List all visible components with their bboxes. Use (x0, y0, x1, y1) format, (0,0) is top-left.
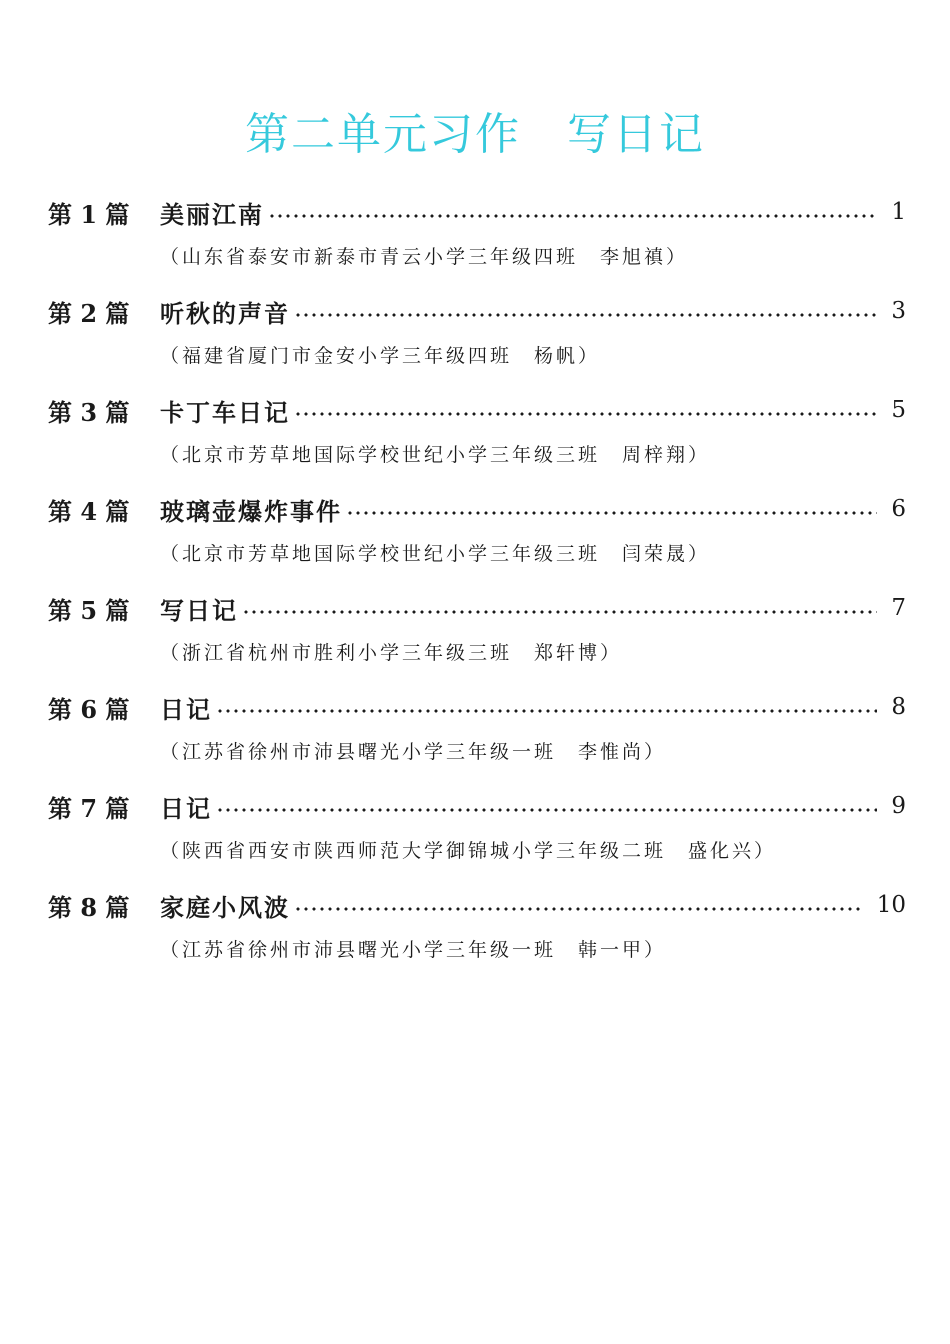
toc-entry-line[interactable] (48, 487, 906, 531)
entry-page-number: 6 (891, 496, 906, 522)
toc-entry-line[interactable] (48, 586, 906, 630)
entry-page-number: 10 (876, 892, 906, 918)
toc-entry-line[interactable] (48, 289, 906, 333)
dot-leader (268, 214, 877, 218)
entry-title[interactable]: 听秋的声音 (160, 298, 290, 328)
entry-number: 第 2 篇 (48, 298, 130, 328)
entry-title[interactable]: 家庭小风波 (160, 892, 290, 922)
entry-title[interactable]: 写日记 (160, 595, 238, 625)
dot-leader (216, 808, 877, 812)
table-of-contents (0, 190, 950, 982)
entry-author: （陕西省西安市陕西师范大学御锦城小学三年级二班 盛化兴） (160, 840, 777, 862)
entry-title[interactable]: 日记 (160, 793, 212, 823)
dot-leader (216, 709, 877, 713)
entry-author: （江苏省徐州市沛县曙光小学三年级一班 韩一甲） (160, 939, 667, 961)
toc-entry[interactable] (0, 487, 950, 586)
toc-entry[interactable] (0, 685, 950, 784)
page-title: 第二单元习作 写日记 (245, 109, 705, 160)
dot-leader (242, 610, 877, 614)
toc-entry-line[interactable] (48, 784, 906, 828)
entry-number: 第 8 篇 (48, 892, 130, 922)
entry-author: （北京市芳草地国际学校世纪小学三年级三班 周梓翔） (160, 444, 711, 466)
toc-entry[interactable] (0, 388, 950, 487)
dot-leader (346, 511, 877, 515)
toc-entry[interactable] (0, 883, 950, 982)
entry-author: （北京市芳草地国际学校世纪小学三年级三班 闫荣晟） (160, 543, 711, 565)
toc-entry[interactable] (0, 289, 950, 388)
toc-entry-line[interactable] (48, 883, 906, 927)
entry-number: 第 1 篇 (48, 199, 130, 229)
entry-page-number: 5 (891, 397, 906, 423)
entry-page-number: 1 (891, 199, 906, 225)
entry-number: 第 5 篇 (48, 595, 130, 625)
entry-title[interactable]: 卡丁车日记 (160, 397, 290, 427)
entry-author: （江苏省徐州市沛县曙光小学三年级一班 李惟尚） (160, 741, 667, 763)
toc-entry[interactable] (0, 190, 950, 289)
entry-title[interactable]: 玻璃壶爆炸事件 (160, 496, 342, 526)
entry-page-number: 9 (891, 793, 906, 819)
entry-page-number: 3 (891, 298, 906, 324)
toc-entry[interactable] (0, 784, 950, 883)
entry-title[interactable]: 美丽江南 (160, 199, 264, 229)
toc-entry[interactable] (0, 586, 950, 685)
toc-entry-line[interactable] (48, 685, 906, 729)
entry-page-number: 8 (891, 694, 906, 720)
entry-number: 第 3 篇 (48, 397, 130, 427)
entry-title[interactable]: 日记 (160, 694, 212, 724)
entry-number: 第 4 篇 (48, 496, 130, 526)
entry-author: （山东省泰安市新泰市青云小学三年级四班 李旭禛） (160, 246, 689, 268)
entry-author: （福建省厦门市金安小学三年级四班 杨帆） (160, 345, 601, 367)
entry-author: （浙江省杭州市胜利小学三年级三班 郑轩博） (160, 642, 623, 664)
toc-entry-line[interactable] (48, 388, 906, 432)
dot-leader (294, 907, 863, 911)
entry-page-number: 7 (891, 595, 906, 621)
toc-entry-line[interactable] (48, 190, 906, 234)
dot-leader (294, 412, 877, 416)
entry-number: 第 6 篇 (48, 694, 130, 724)
dot-leader (294, 313, 877, 317)
entry-number: 第 7 篇 (48, 793, 130, 823)
